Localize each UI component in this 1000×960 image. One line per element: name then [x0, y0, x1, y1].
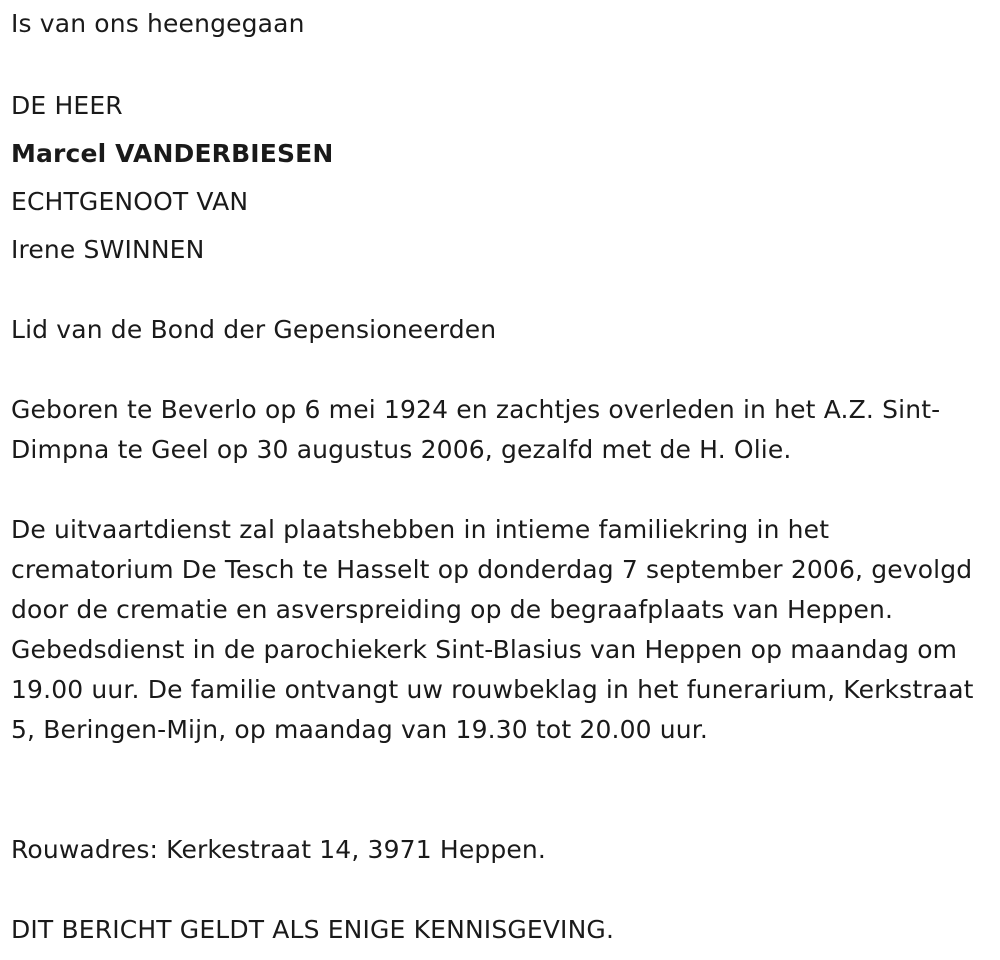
intro-line: Is van ons heengegaan: [11, 9, 305, 38]
birth-death-paragraph: Geboren te Beverlo op 6 mei 1924 en zachtjes overleden in het A.Z. Sint-Dimpna te Geel op 30 augustus 2006, gezalfd met de H. Olie.: [11, 395, 941, 464]
service-paragraph: De uitvaartdienst zal plaatshebben in intieme familiekring in het crematorium De Tesch te Hasselt op donderdag 7 september 2006, gevolgd door de crematie en asverspreiding op de begraafplaats van Heppen. Gebedsdienst in de parochiekerk Sint-Blasius van Heppen op maandag om 19.00 uur. De familie ontvangt uw rouwbeklag in het funerarium, Kerkstraat 5, Beringen-Mijn, op maandag van 19.30 tot 20.00 uur.: [11, 515, 974, 744]
honorific: DE HEER: [11, 91, 123, 120]
mourning-address: Rouwadres: Kerkestraat 14, 3971 Heppen.: [11, 835, 547, 864]
membership-line: Lid van de Bond der Gepensioneerden: [11, 315, 497, 344]
spouse-label: ECHTGENOOT VAN: [11, 187, 249, 216]
closing-statement: DIT BERICHT GELDT ALS ENIGE KENNISGEVING.: [11, 915, 615, 944]
spouse-name: Irene SWINNEN: [11, 235, 205, 264]
deceased-name: Marcel VANDERBIESEN: [11, 139, 334, 168]
